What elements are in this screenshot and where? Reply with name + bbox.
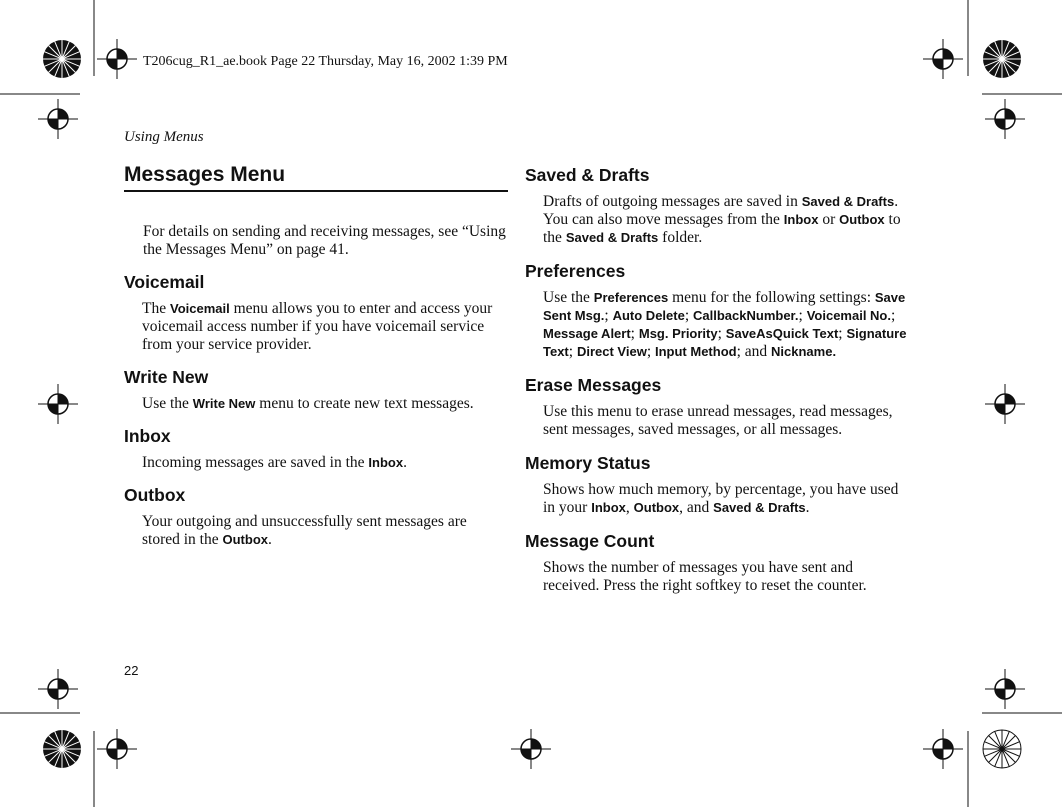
section-heading: Erase Messages xyxy=(525,375,662,395)
preference-item: CallbackNumber. xyxy=(693,308,799,323)
preference-item: Input Method xyxy=(655,344,737,359)
registration-target-icon xyxy=(38,99,78,139)
registration-target-icon xyxy=(511,729,551,769)
registration-target-icon xyxy=(97,729,137,769)
preference-item: Direct View xyxy=(576,344,647,359)
section-preferences xyxy=(525,261,910,361)
section-heading: Saved & Drafts xyxy=(525,165,650,185)
section-heading: Write New xyxy=(124,367,209,387)
intro-paragraph: For details on sending and receiving messages, see “Using the Messages Menu” on page 41. xyxy=(143,223,506,258)
star-target-icon xyxy=(42,729,82,769)
menu-command: Outbox xyxy=(633,500,680,515)
section-body: Use the Write New menu to create new text messages. xyxy=(142,395,474,412)
registration-target-icon xyxy=(38,384,78,424)
preference-item: Save Sent Msg. xyxy=(543,290,906,323)
registration-target-icon xyxy=(985,99,1025,139)
preference-item: Auto Delete xyxy=(612,308,685,323)
section-body: Incoming messages are saved in the Inbox. xyxy=(142,454,407,471)
section-heading: Inbox xyxy=(124,426,171,446)
menu-command: Saved & Drafts xyxy=(713,500,806,515)
header-stamp: T206cug_R1_ae.book Page 22 Thursday, May 16, 2002 1:39 PM xyxy=(143,54,508,69)
section-body: Shows the number of messages you have sent and received. Press the right softkey to reset the counter. xyxy=(543,559,867,594)
section-write-new xyxy=(124,367,508,413)
section-saved-drafts xyxy=(525,165,910,247)
section-heading: Message Count xyxy=(525,531,655,551)
section-body: Drafts of outgoing messages are saved in Saved & Drafts. You can also move messages from the Inbox or Outbox to the Saved & Drafts folder. xyxy=(543,193,901,246)
menu-command: Inbox xyxy=(783,212,819,227)
registration-target-icon xyxy=(97,39,137,79)
menu-command: Write New xyxy=(192,396,256,411)
left-column xyxy=(124,163,508,549)
menu-command: Saved & Drafts xyxy=(801,194,895,209)
star-target-icon xyxy=(982,729,1022,769)
section-heading: Outbox xyxy=(124,485,186,505)
right-column xyxy=(525,165,910,595)
star-target-icon xyxy=(982,39,1022,79)
page-number: 22 xyxy=(124,663,139,678)
registration-target-icon xyxy=(38,669,78,709)
registration-target-icon xyxy=(985,669,1025,709)
section-voicemail xyxy=(124,272,508,354)
registration-target-icon xyxy=(923,729,963,769)
menu-command: Saved & Drafts xyxy=(565,230,659,245)
section-body: Use the Preferences menu for the following settings: Save Sent Msg.; Auto Delete; CallbackNumber.; Voicemail No.; Message Alert; Msg. Priority; SaveAsQuick Text; Signature Text; Direct View; Input Method; and Nickname. xyxy=(543,289,907,360)
preference-item: Voicemail No. xyxy=(806,308,891,323)
section-body: Your outgoing and unsuccessfully sent messages are stored in the Outbox. xyxy=(142,513,467,548)
section-erase-messages xyxy=(525,375,910,439)
star-target-icon xyxy=(42,39,82,79)
preference-item: SaveAsQuick Text xyxy=(725,326,839,341)
section-message-count xyxy=(525,531,910,595)
section-heading: Memory Status xyxy=(525,453,651,473)
section-body: Shows how much memory, by percentage, you have used in your Inbox, Outbox, and Saved & Drafts. xyxy=(543,481,899,516)
section-heading: Voicemail xyxy=(124,272,205,292)
menu-command: Inbox xyxy=(591,500,626,515)
preference-item: Msg. Priority xyxy=(638,326,718,341)
running-head: Using Menus xyxy=(124,129,204,145)
preference-item: Message Alert xyxy=(543,326,631,341)
menu-command: Outbox xyxy=(222,532,268,547)
preference-item: Signature Text xyxy=(543,326,907,359)
registration-target-icon xyxy=(923,39,963,79)
section-outbox xyxy=(124,485,508,549)
preference-item: Nickname. xyxy=(771,344,837,359)
menu-command: Preferences xyxy=(593,290,669,305)
chapter-title: Messages Menu xyxy=(124,163,508,192)
section-inbox xyxy=(124,426,508,472)
menu-command: Outbox xyxy=(839,212,885,227)
section-heading: Preferences xyxy=(525,261,626,281)
section-body: Use this menu to erase unread messages, read messages, sent messages, saved messages, or all messages. xyxy=(543,403,893,438)
section-memory-status xyxy=(525,453,910,517)
section-body: The Voicemail menu allows you to enter and access your voicemail access number if you have voicemail service from your service provider. xyxy=(142,300,493,353)
menu-command: Inbox xyxy=(368,455,404,470)
registration-target-icon xyxy=(985,384,1025,424)
menu-command: Voicemail xyxy=(169,301,230,316)
